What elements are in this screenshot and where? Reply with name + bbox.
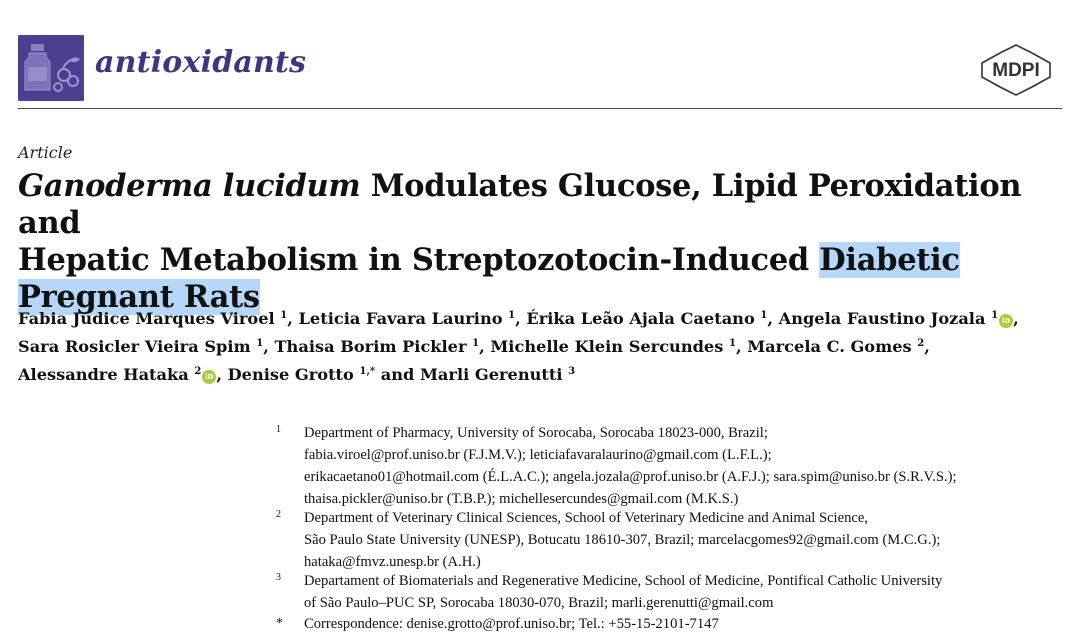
author[interactable]: Marli Gerenutti — [420, 365, 563, 384]
author-affiliation-mark: 1 — [280, 310, 288, 321]
author-affiliation-mark: 2 — [194, 366, 202, 377]
author-connector: and — [380, 365, 415, 384]
title-species: Ganoderma lucidum — [18, 168, 361, 204]
article-type: Article — [18, 143, 73, 162]
correspondence-text — [304, 613, 1074, 635]
affiliation-line: erikacaetano01@hotmail.com (É.L.A.C.); angela.jozala@prof.uniso.br (A.F.J.); sara.spim@uniso.br (S.R.V.S.); — [304, 469, 957, 485]
correspondence-symbol: * — [276, 616, 283, 631]
author[interactable]: Marcela C. Gomes — [747, 337, 912, 356]
affiliation-line: fabia.viroel@prof.uniso.br (F.J.M.V.); leticiafavaralaurino@gmail.com (L.F.L.); — [304, 447, 772, 463]
affiliation-text — [304, 422, 1074, 510]
orcid-icon[interactable]: iD — [202, 370, 216, 384]
affiliation-line: Departament of Biomaterials and Regenerative Medicine, School of Medicine, Pontifical Catholic University — [304, 573, 943, 589]
correspondence-line: Correspondence: denise.grotto@prof.uniso.br; Tel.: +55-15-2101-7147 — [304, 616, 719, 632]
title-line1-rest: Modulates Glucose, Lipid Peroxidation and — [18, 168, 1022, 241]
author-affiliation-mark: 1 — [991, 310, 999, 321]
title-highlight-2: Pregnant Rats — [18, 279, 260, 315]
affiliation-line: hataka@fmvz.unesp.br (A.H.) — [304, 554, 481, 570]
affiliation-line: of São Paulo–PUC SP, Sorocaba 18030-070, Brazil; marli.gerenutti@gmail.com — [304, 595, 774, 611]
affiliation-line: Department of Veterinary Clinical Sciences, School of Veterinary Medicine and Animal Science, — [304, 510, 868, 526]
author-affiliation-mark: 3 — [568, 366, 576, 377]
affiliation-line: São Paulo State University (UNESP), Botucatu 18610-307, Brazil; marcelacgomes92@gmail.com (M.C.G.); — [304, 532, 941, 548]
author-affiliation-mark: 2 — [917, 338, 925, 349]
article-title — [18, 168, 1068, 316]
affiliation-number: 1 — [276, 424, 281, 435]
title-line2: Hepatic Metabolism in Streptozotocin-Induced — [18, 242, 820, 278]
author[interactable]: Denise Grotto — [227, 365, 354, 384]
author[interactable]: Thaisa Borim Pickler — [274, 337, 467, 356]
author-list: Fabia Judice Marques Viroel $^1$, Leticia Favara Laurino $^1$, Érika Leão Ajala Caetano $^1$, Angela Faustino Jozala $^1$ iD , Sara Rosicler Vieira Spim $^1$, Thaisa Borim Pickler $^1$, Michelle Klein Sercundes $^1$, Marcela C. Gomes $^2$, Alessandre Hataka $^2$ iD , Denise Grotto $^{1,*}$ and Marli Gerenutti $^3$ — [18, 309, 1019, 384]
title-highlight-1: Diabetic — [819, 242, 960, 278]
author-affiliation-mark: 1 — [472, 338, 480, 349]
author-affiliation-mark: 1 — [256, 338, 264, 349]
author[interactable]: Sara Rosicler Vieira Spim — [18, 337, 251, 356]
author-affiliation-mark: 1,* — [359, 366, 376, 377]
author-affiliation-mark: 1 — [760, 310, 768, 321]
affiliation-number: 2 — [276, 509, 281, 520]
author[interactable]: Michelle Klein Sercundes — [490, 337, 724, 356]
mdpi-logo-text: MDPI — [992, 60, 1040, 81]
journal-logo-icon — [18, 35, 84, 101]
orcid-icon[interactable]: iD — [999, 314, 1013, 328]
affiliation-text — [304, 507, 1074, 573]
author[interactable]: Alessandre Hataka — [18, 365, 189, 384]
author[interactable]: Angela Faustino Jozala — [778, 309, 986, 328]
affiliation-text — [304, 570, 1074, 614]
author[interactable]: Fabia Judice Marques Viroel — [18, 309, 275, 328]
affiliation-line: Department of Pharmacy, University of Sorocaba, Sorocaba 18023-000, Brazil; — [304, 425, 768, 441]
author[interactable]: Érika Leão Ajala Caetano — [526, 309, 755, 328]
author-affiliation-mark: 1 — [728, 338, 736, 349]
journal-name: antioxidants — [95, 45, 307, 80]
author[interactable]: Leticia Favara Laurino — [298, 309, 503, 328]
affiliation-line: thaisa.pickler@uniso.br (T.B.P.); michellesercundes@gmail.com (M.K.S.) — [304, 491, 739, 507]
journal-header — [18, 35, 1062, 105]
header-divider — [18, 108, 1062, 109]
mdpi-logo — [970, 43, 1062, 97]
author-affiliation-mark: 1 — [508, 310, 516, 321]
affiliation-number: 3 — [276, 572, 281, 583]
journal-logo — [18, 35, 84, 101]
mdpi-logo-icon — [970, 43, 1062, 97]
